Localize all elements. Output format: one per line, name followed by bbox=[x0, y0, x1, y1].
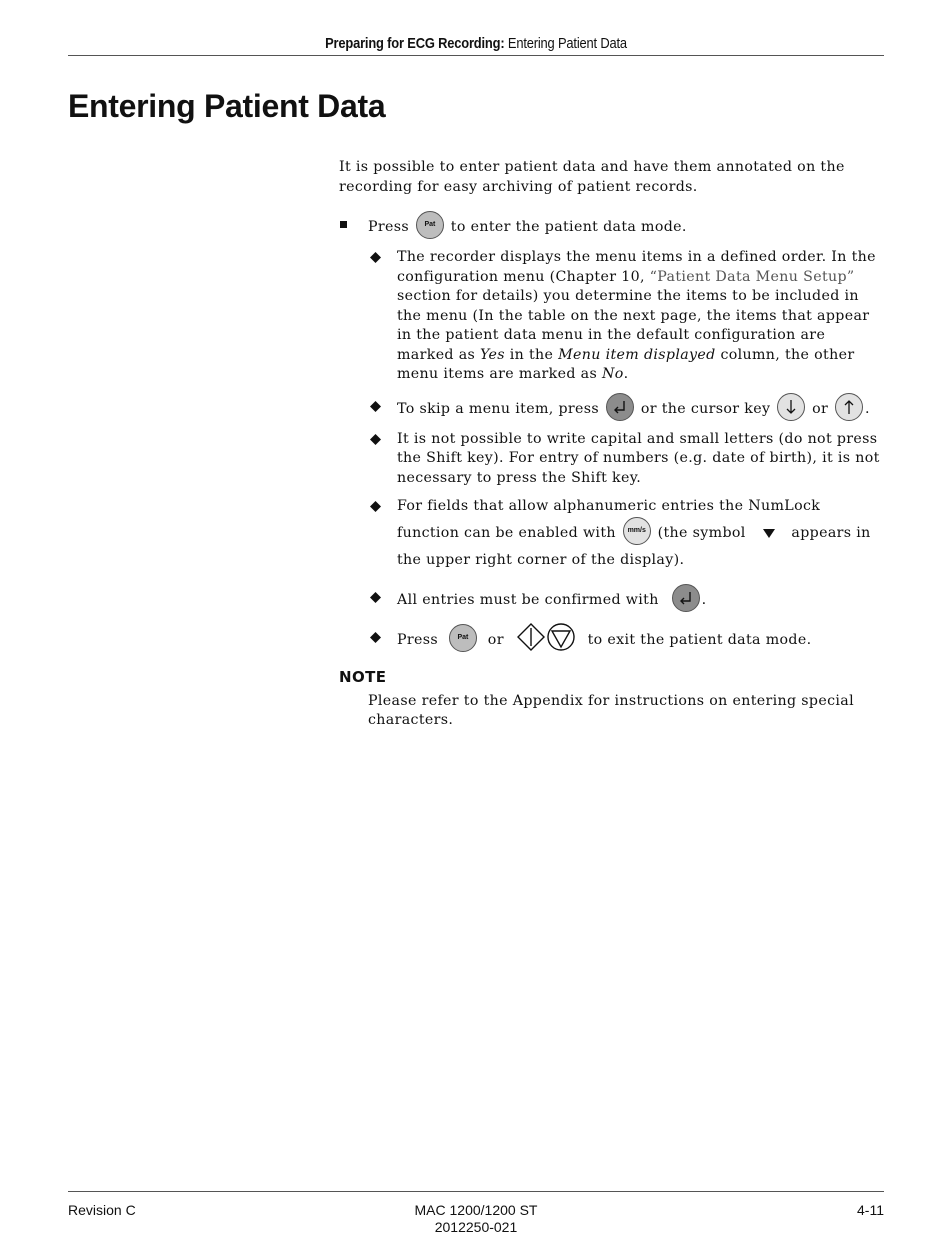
sub-text: Press bbox=[397, 632, 439, 648]
sub-text: The recorder displays the menu items in a defined order. In the configuration menu (Chapter 10, bbox=[397, 249, 876, 285]
pat-key-icon bbox=[416, 211, 444, 239]
yes-label: Yes bbox=[480, 346, 505, 363]
bullet-text: Press bbox=[368, 219, 410, 235]
sub-text: (the symbol bbox=[657, 525, 746, 541]
sub-text: For fields that allow alphanumeric entries the NumLock function can be enabled with bbox=[397, 498, 821, 541]
diamond-bullet-icon bbox=[370, 252, 381, 263]
sub-text: appears in the upper right corner of the display). bbox=[397, 525, 871, 568]
sub-text: It is not possible to write capital and small letters (do not press the Shift key). For entry of numbers (e.g. date of birth), it is not necessary to press the Shift key. bbox=[397, 430, 880, 486]
pat-key-label: Pat bbox=[457, 634, 469, 641]
sub-text: To skip a menu item, press bbox=[397, 400, 600, 417]
sub-text: or the cursor key bbox=[640, 400, 771, 417]
note-heading: NOTE bbox=[339, 668, 387, 686]
diamond-bullet-icon bbox=[370, 501, 381, 512]
page-header bbox=[125, 35, 827, 52]
numlock-triangle-icon bbox=[763, 529, 775, 538]
sub-text: column, the other menu items are marked as bbox=[397, 346, 855, 382]
diamond-bullet-icon bbox=[370, 632, 381, 643]
mms-key-label: mm/s bbox=[627, 527, 646, 534]
sub-bullet-menu-order bbox=[339, 248, 884, 385]
cursor-down-key-icon bbox=[777, 393, 805, 421]
sub-text: or bbox=[812, 400, 829, 417]
sub-text: . bbox=[864, 400, 870, 417]
pat-key-icon bbox=[449, 624, 477, 652]
sub-bullet-confirm bbox=[339, 588, 884, 612]
sub-text: All entries must be confirmed with bbox=[397, 592, 659, 608]
sub-text: to exit the patient data mode. bbox=[587, 632, 812, 648]
enter-key-icon bbox=[606, 393, 634, 421]
enter-key-icon bbox=[672, 584, 700, 612]
bullet-press-pat bbox=[339, 215, 884, 239]
intro-paragraph: It is possible to enter patient data and have them annotated on the recording for easy archiving of patient records. bbox=[339, 159, 845, 195]
footer-page-number: 4-11 bbox=[857, 1202, 884, 1218]
column-name: Menu item displayed bbox=[558, 346, 716, 363]
sub-text: or bbox=[487, 632, 504, 648]
header-section: Preparing for ECG Recording: bbox=[325, 35, 505, 52]
footer-rule bbox=[68, 1191, 884, 1192]
footer-product-block bbox=[68, 1202, 884, 1236]
sub-bullet-capitals bbox=[339, 430, 884, 489]
sub-text: . bbox=[623, 366, 629, 382]
footer-part-number: 2012250-021 bbox=[434, 1219, 518, 1235]
sub-text: in the bbox=[504, 346, 559, 363]
sub-text: . bbox=[701, 592, 707, 608]
sub-bullet-exit bbox=[339, 628, 884, 652]
mms-key-icon bbox=[623, 517, 651, 545]
diamond-bullet-icon bbox=[370, 401, 381, 412]
chapter-reference-link: “Patient Data Menu Setup” bbox=[649, 268, 855, 285]
no-label: No bbox=[601, 366, 624, 382]
header-topic: Entering Patient Data bbox=[507, 35, 627, 52]
pat-key-label: Pat bbox=[424, 221, 436, 228]
start-stop-keys-icon bbox=[517, 622, 577, 652]
sub-text: section for details) you determine the items to be included in the menu (In the table on the next page, the items that appear in the patient data menu in the default configuration are marked as bbox=[397, 288, 870, 363]
sub-bullet-skip-item bbox=[339, 397, 884, 421]
footer-product: MAC 1200/1200 ST bbox=[414, 1202, 538, 1218]
header-rule bbox=[68, 55, 884, 56]
diamond-bullet-icon bbox=[370, 434, 381, 445]
page-title: Entering Patient Data bbox=[68, 88, 386, 124]
bullet-text: to enter the patient data mode. bbox=[450, 219, 687, 235]
page-body bbox=[339, 158, 884, 731]
diamond-bullet-icon bbox=[370, 592, 381, 603]
cursor-up-key-icon bbox=[835, 393, 863, 421]
square-bullet-icon bbox=[340, 221, 347, 228]
sub-bullet-numlock bbox=[339, 493, 884, 574]
footer-revision: Revision C bbox=[68, 1202, 136, 1218]
note-text: Please refer to the Appendix for instructions on entering special characters. bbox=[368, 692, 854, 728]
